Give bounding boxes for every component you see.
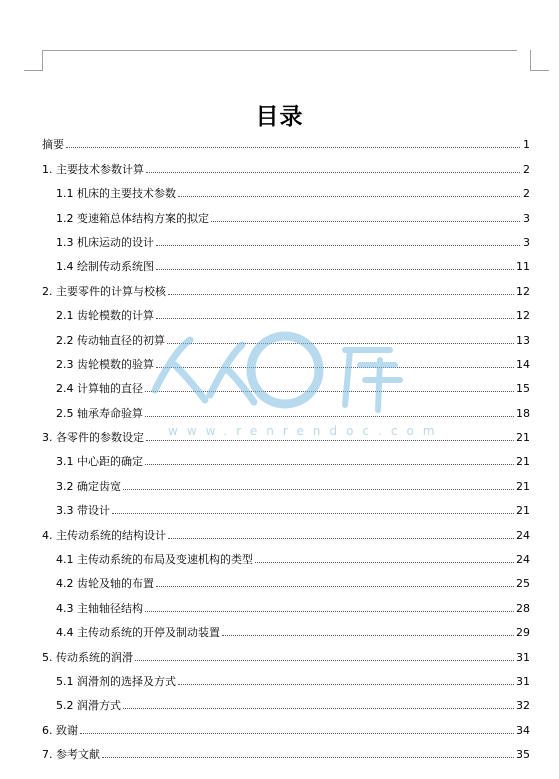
toc-leader-dots	[146, 172, 520, 173]
toc-entry-title: 3.1 中心距的确定	[56, 455, 143, 469]
toc-entry-title: 3.3 带设计	[56, 504, 110, 518]
toc-entry[interactable]	[42, 322, 530, 346]
toc-entry[interactable]	[42, 371, 530, 395]
toc-entry-page: 21	[516, 455, 530, 469]
toc-entry-page: 2	[523, 162, 530, 176]
toc-entry-page: 3	[523, 211, 530, 225]
toc-entry-page: 24	[516, 553, 530, 567]
toc-entry[interactable]	[42, 566, 530, 590]
toc-entry-page: 12	[516, 309, 530, 323]
toc-leader-dots	[156, 269, 514, 270]
page-title: 目录	[255, 104, 304, 130]
toc-entry[interactable]	[42, 712, 530, 736]
toc-entry-page: 3	[523, 235, 530, 249]
toc-entry-title: 4.2 齿轮及轴的布置	[56, 577, 154, 591]
toc-entry-title: 2.5 轴承寿命验算	[56, 406, 143, 420]
toc-entry[interactable]	[42, 249, 530, 273]
toc-entry-title: 摘要	[42, 138, 64, 152]
toc-leader-dots	[80, 733, 514, 734]
toc-leader-dots	[255, 562, 514, 563]
toc-entry-page: 32	[516, 699, 530, 713]
toc-leader-dots	[145, 464, 514, 465]
toc-leader-dots	[156, 586, 514, 587]
toc-entry-page: 12	[516, 284, 530, 298]
toc-entry[interactable]	[42, 688, 530, 712]
toc-entry-title: 2.1 齿轮模数的计算	[56, 309, 154, 323]
toc-leader-dots	[145, 416, 514, 417]
toc-entry[interactable]	[42, 298, 530, 322]
watermark-url: www.renrendoc.com	[168, 424, 444, 438]
toc-entry-page: 25	[516, 577, 530, 591]
toc-leader-dots	[167, 343, 514, 344]
toc-leader-dots	[112, 513, 514, 514]
toc-entry[interactable]	[42, 468, 530, 492]
toc-entry-page: 2	[523, 187, 530, 201]
toc-leader-dots	[156, 318, 514, 319]
toc-leader-dots	[145, 611, 514, 612]
toc-entry-title: 4.3 主轴轴径结构	[56, 601, 143, 615]
toc-entry-title: 3.2 确定齿宽	[56, 479, 121, 493]
toc-entry-title: 2. 主要零件的计算与校核	[42, 284, 166, 298]
toc-leader-dots	[222, 635, 514, 636]
toc-leader-dots	[66, 147, 520, 148]
toc-entry-title: 3. 各零件的参数设定	[42, 431, 144, 445]
toc-entry-title: 4.1 主传动系统的布局及变速机构的类型	[56, 553, 253, 567]
page-corner-mark-right	[530, 50, 549, 71]
toc-entry-title: 5.1 润滑剂的选择及方式	[56, 674, 176, 688]
toc-entry-title: 5.2 润滑方式	[56, 699, 121, 713]
toc-leader-dots	[123, 708, 514, 709]
toc-leader-dots	[135, 660, 514, 661]
toc-entry-title: 2.3 齿轮模数的验算	[56, 357, 154, 371]
toc-leader-dots	[123, 489, 514, 490]
table-of-contents	[42, 127, 530, 761]
toc-entry[interactable]	[42, 639, 530, 663]
toc-entry-page: 1	[523, 138, 530, 152]
toc-entry-title: 5. 传动系统的润滑	[42, 650, 133, 664]
toc-entry[interactable]	[42, 590, 530, 614]
toc-entry-page: 24	[516, 528, 530, 542]
toc-entry-title: 1.3 机床运动的设计	[56, 235, 154, 249]
toc-entry[interactable]	[42, 225, 530, 249]
toc-leader-dots	[102, 757, 514, 758]
toc-entry[interactable]	[42, 347, 530, 371]
toc-leader-dots	[156, 367, 514, 368]
toc-entry[interactable]	[42, 664, 530, 688]
toc-leader-dots	[146, 440, 514, 441]
toc-entry[interactable]	[42, 273, 530, 297]
toc-entry-title: 4. 主传动系统的结构设计	[42, 528, 166, 542]
toc-entry-title: 4.4 主传动系统的开停及制动装置	[56, 626, 220, 640]
toc-entry-page: 29	[516, 626, 530, 640]
toc-entry-page: 11	[516, 260, 530, 274]
toc-entry-page: 21	[516, 431, 530, 445]
toc-entry[interactable]	[42, 493, 530, 517]
toc-entry-title: 6. 致谢	[42, 723, 78, 737]
toc-entry-page: 31	[516, 650, 530, 664]
toc-entry[interactable]	[42, 200, 530, 224]
toc-leader-dots	[211, 221, 520, 222]
toc-entry-page: 21	[516, 479, 530, 493]
toc-entry[interactable]	[42, 395, 530, 419]
toc-entry-page: 13	[516, 333, 530, 347]
toc-leader-dots	[145, 391, 514, 392]
toc-entry-title: 1.2 变速箱总体结构方案的拟定	[56, 211, 209, 225]
toc-entry-page: 34	[516, 723, 530, 737]
toc-entry[interactable]	[42, 151, 530, 175]
toc-leader-dots	[156, 245, 520, 246]
toc-entry[interactable]	[42, 127, 530, 151]
toc-entry-page: 28	[516, 601, 530, 615]
toc-entry[interactable]	[42, 517, 530, 541]
toc-entry-page: 15	[516, 382, 530, 396]
toc-entry-title: 2.4 计算轴的直径	[56, 382, 143, 396]
toc-leader-dots	[168, 538, 514, 539]
toc-entry[interactable]	[42, 615, 530, 639]
page-corner-mark-left	[24, 50, 43, 71]
toc-entry-title: 1.1 机床的主要技术参数	[56, 187, 176, 201]
toc-entry-page: 18	[516, 406, 530, 420]
toc-entry-page: 31	[516, 674, 530, 688]
toc-entry-title: 1. 主要技术参数计算	[42, 162, 144, 176]
toc-entry-page: 14	[516, 357, 530, 371]
toc-entry-title: 2.2 传动轴直径的初算	[56, 333, 165, 347]
toc-entry[interactable]	[42, 444, 530, 468]
header-rule	[42, 50, 517, 51]
toc-entry-title: 7. 参考文献	[42, 748, 100, 762]
toc-entry-page: 35	[516, 748, 530, 762]
toc-leader-dots	[168, 294, 514, 295]
toc-entry[interactable]	[42, 737, 530, 761]
toc-leader-dots	[178, 684, 514, 685]
toc-entry[interactable]	[42, 176, 530, 200]
toc-entry-title: 1.4 绘制传动系统图	[56, 260, 154, 274]
toc-entry-page: 21	[516, 504, 530, 518]
toc-leader-dots	[178, 196, 520, 197]
toc-entry[interactable]	[42, 542, 530, 566]
